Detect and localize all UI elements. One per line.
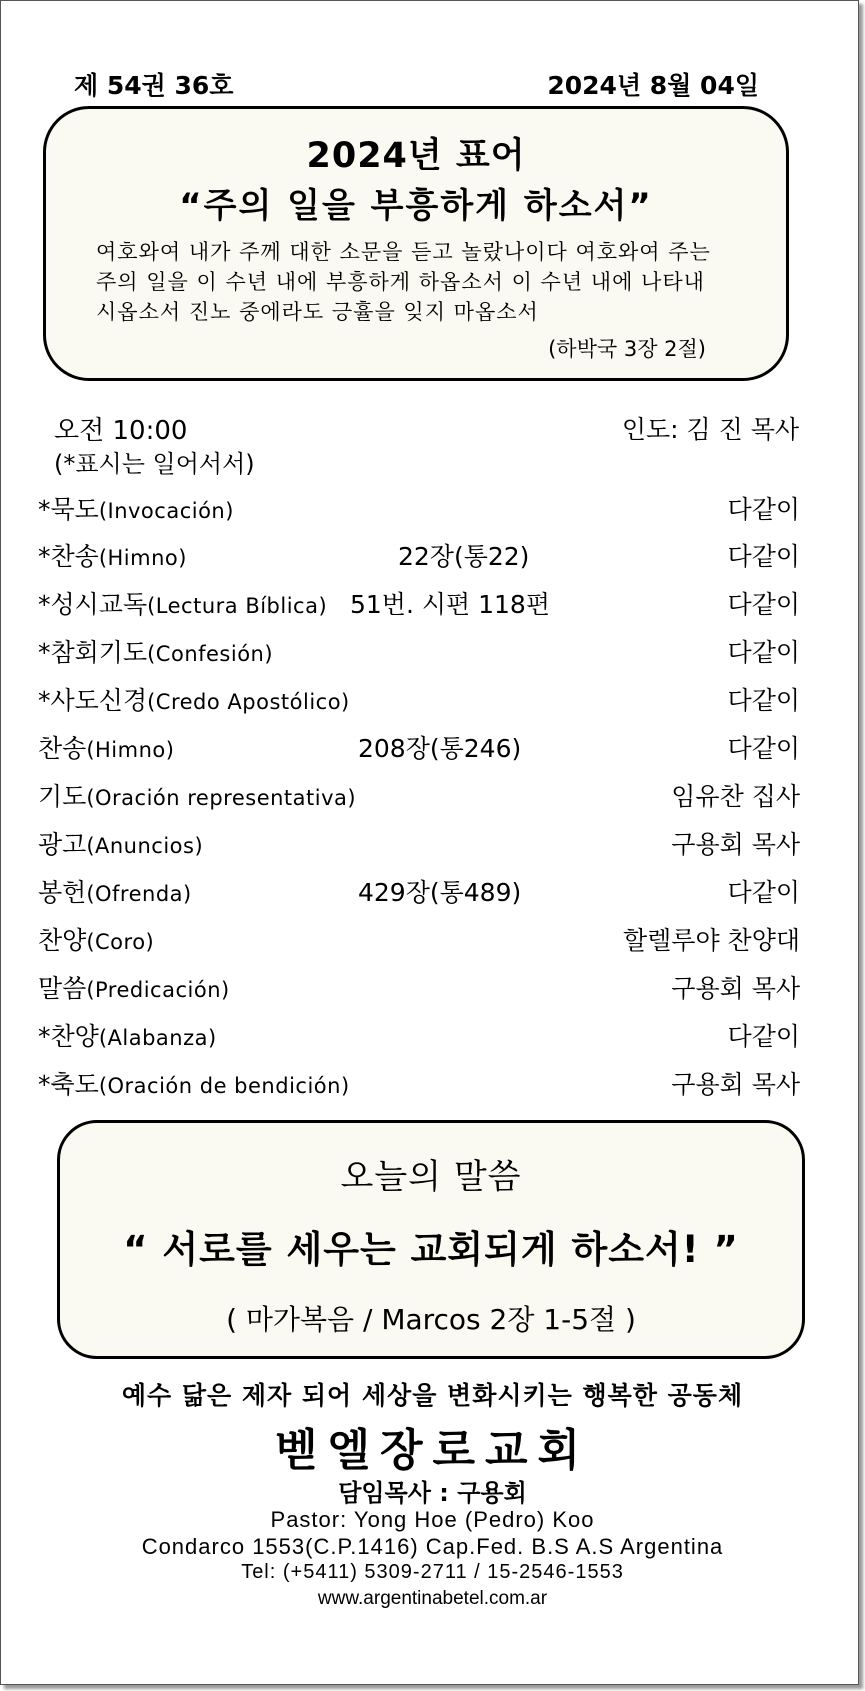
worship-item-label: 광고(Anuncios) [38,830,204,859]
worship-item [38,537,800,577]
worship-item-label: *사도신경(Credo Apostólico) [38,686,350,715]
motto-verse-line: 여호와여 내가 주께 대한 소문을 듣고 놀랐나이다 여호와여 주는 [96,240,711,264]
senior-pastor: 담임목사 : 구용회 [338,1479,527,1507]
worship-item [38,729,800,769]
motto-slogan: “주의 일을 부흥하게 하소서” [179,186,653,226]
worship-item-label: *성시교독(Lectura Bíblica) [38,590,328,619]
worship-item-leader: 다같이 [727,734,800,763]
service-time: 오전 10:00 [54,416,188,446]
church-phone: Tel: (+5411) 5309-2711 / 15-2546-1553 [241,1561,624,1583]
motto-verse-line: 시옵소서 진노 중에라도 긍휼을 잊지 마옵소서 [96,300,539,324]
volume-number: 제 54권 36호 [74,71,234,100]
church-address: Condarco 1553(C.P.1416) Cap.Fed. B.S A.S Argentina [141,1534,724,1559]
worship-item-leader: 다같이 [727,590,800,619]
sermon-passage: ( 마가복음 / Marcos 2장 1-5절 ) [226,1303,636,1336]
worship-item-leader: 다같이 [727,686,800,715]
worship-item-leader: 다같이 [727,542,800,571]
worship-item-leader: 구용회 목사 [671,1070,800,1099]
sermon-heading: 오늘의 말씀 [340,1157,522,1197]
worship-item-label: 봉헌(Ofrenda) [38,878,192,907]
worship-item-leader: 다같이 [727,878,800,907]
motto-verse [96,237,806,327]
worship-item-label: 찬송(Himno) [38,734,175,763]
worship-item-leader: 구용회 목사 [671,830,800,859]
worship-item-label: 찬양(Coro) [38,926,155,955]
worship-item-detail: 429장(통489) [358,878,522,907]
worship-item-detail: 208장(통246) [358,734,522,763]
worship-item-leader: 다같이 [727,1022,800,1051]
motto-title: 2024년 표어 [306,136,526,176]
worship-item-detail: 22장(통22) [398,542,530,571]
worship-item-label: *묵도(Invocación) [38,495,234,524]
worship-item-label: 말씀(Predicación) [38,974,230,1003]
worship-item-leader: 구용회 목사 [671,974,800,1003]
sermon-box [57,1120,805,1359]
worship-item [38,633,800,673]
worship-item-leader: 임유찬 집사 [671,782,800,811]
service-leader: 인도: 김 진 목사 [621,415,799,444]
bulletin-date: 2024년 8월 04일 [547,71,759,100]
worship-item-label: *찬송(Himno) [38,542,187,571]
church-name: 벧엘장로교회 [274,1425,591,1476]
worship-item [38,1017,800,1057]
worship-item [38,825,800,865]
worship-item-label: *축도(Oración de bendición) [38,1070,350,1099]
church-website[interactable]: www.argentinabetel.com.ar [317,1588,548,1609]
worship-item [38,921,800,961]
worship-item-label: 기도(Oración representativa) [38,782,357,811]
worship-item [38,490,800,530]
church-vision: 예수 닮은 제자 되어 세상을 변화시키는 행복한 공동체 [121,1381,744,1410]
worship-item-leader: 다같이 [727,495,800,524]
sermon-title: “ 서로를 세우는 교회되게 하소서! ” [123,1228,739,1271]
worship-item [38,969,800,1009]
motto-verse-line: 주의 일을 이 수년 내에 부흥하게 하옵소서 이 수년 내에 나타내 [96,270,705,294]
worship-item [38,777,800,817]
worship-item-label: *찬양(Alabanza) [38,1022,217,1051]
worship-item-leader: 할렐루야 찬양대 [623,926,800,955]
standing-note: (*표시는 일어서서) [54,450,255,478]
worship-item-leader: 다같이 [727,638,800,667]
worship-item [38,1065,800,1105]
worship-item [38,681,800,721]
motto-reference: (하박국 3장 2절) [548,337,706,361]
worship-item [38,585,800,625]
worship-item-label: *참회기도(Confesión) [38,638,274,667]
pastor-name: Pastor: Yong Hoe (Pedro) Koo [270,1507,595,1532]
worship-item-detail: 51번. 시편 118편 [350,590,550,619]
worship-item [38,873,800,913]
motto-box [43,106,789,381]
